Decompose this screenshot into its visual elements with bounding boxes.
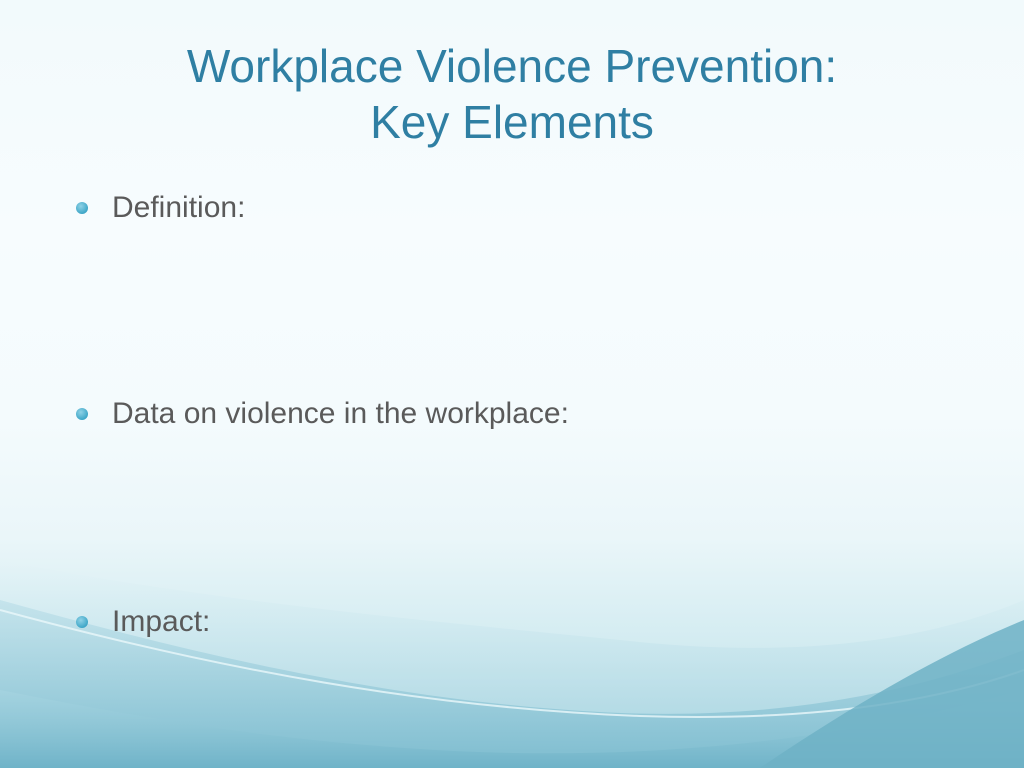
bullet-label: Impact: xyxy=(112,605,211,638)
title-line-2: Key Elements xyxy=(370,96,654,148)
title-line-1: Workplace Violence Prevention: xyxy=(186,40,838,92)
bullet-dot-icon xyxy=(76,616,88,628)
slide-title xyxy=(62,38,962,150)
bullet-label: Data on violence in the workplace: xyxy=(112,397,569,430)
bullet-label: Definition: xyxy=(112,191,246,224)
bullet-dot-icon xyxy=(76,202,88,214)
bullet-dot-icon xyxy=(76,408,88,420)
